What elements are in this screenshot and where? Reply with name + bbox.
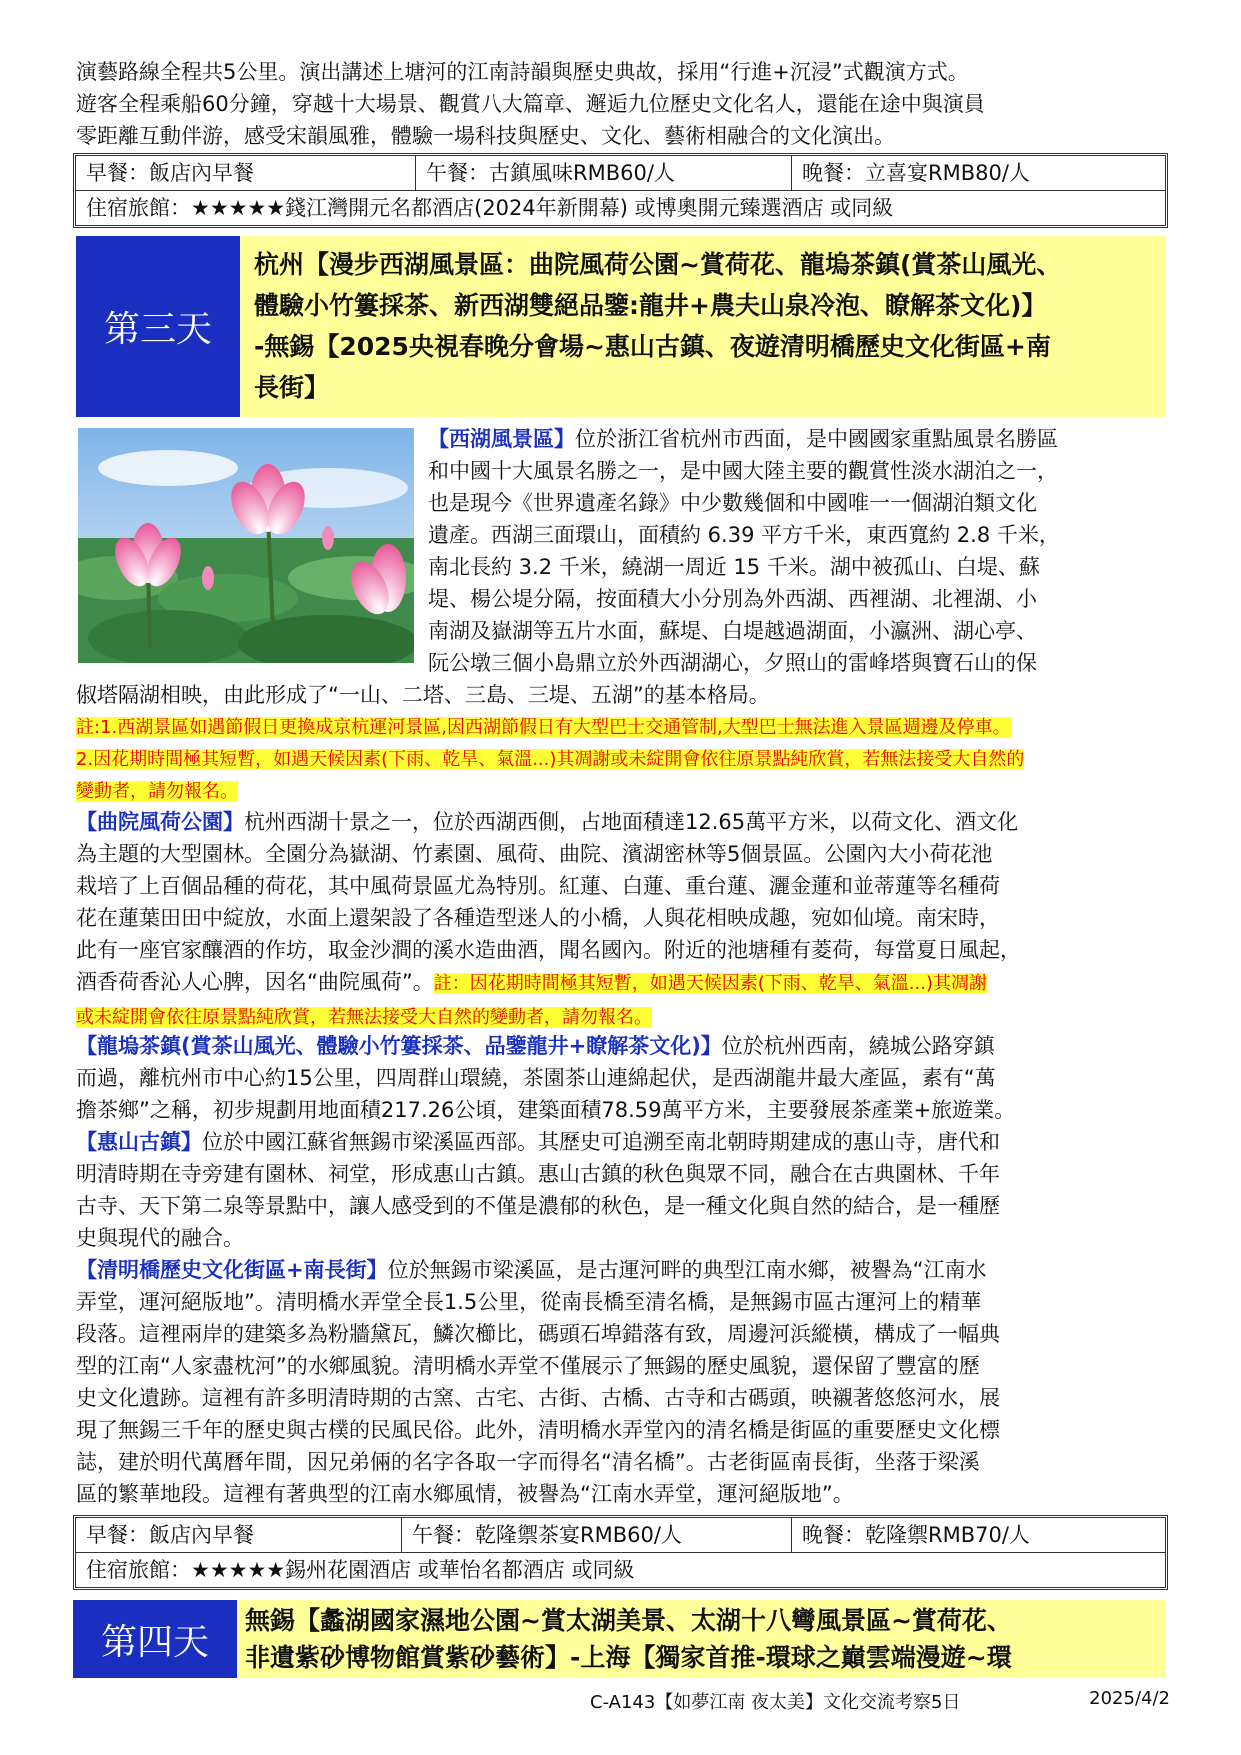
westlake-line: 南湖及嶽湖等五片水面，蘇堤、白堤越過湖面，小瀛洲、湖心亭、	[428, 619, 1037, 643]
westlake-note	[76, 711, 1166, 807]
day-label: 第四天	[100, 1621, 209, 1663]
qingming-line: 型的江南“人家盡枕河”的水鄉風貌。清明橋水弄堂不僅展示了無錫的歷史風貌，還保留了豐富的歷	[76, 1354, 980, 1378]
meals-row	[76, 1518, 1165, 1553]
intro-paragraph	[76, 56, 1166, 152]
qingming-tag: 【清明橋歷史文化街區+南長街】	[76, 1258, 388, 1282]
hotel-cell: 住宿旅館：★★★★★錢江灣開元名都酒店(2024年新開幕) 或博奧開元臻選酒店 或同級	[86, 196, 894, 220]
day-title-line: 杭州【漫步西湖風景區：曲院風荷公園~賞荷花、龍塢茶鎮(賞茶山風光、	[254, 250, 1062, 279]
note-line: 2.因花期時間極其短暫，如遇天候因素(下雨、乾旱、氣溫...)其凋謝或未綻開會依往原景點純欣賞，若無法接受大自然的	[76, 749, 1025, 770]
quyuan-note: 或未綻開會依往原景點純欣賞，若無法接受大自然的變動者，請勿報名。	[76, 1007, 652, 1028]
quyuan-line: 為主題的大型園林。全園分為嶽湖、竹素園、風荷、曲院、濱湖密林等5個景區。公園內大小荷花池	[76, 842, 993, 866]
intro-line: 遊客全程乘船60分鐘，穿越十大場景、觀賞八大篇章、邂逅九位歷史文化名人，還能在途中與演員	[76, 92, 985, 116]
westlake-line: 和中國十大風景名勝之一，是中國大陸主要的觀賞性淡水湖泊之一，	[428, 459, 1058, 483]
longwu-tag: 【龍塢茶鎮(賞茶山風光、體驗小竹簍採茶、品鑒龍井+瞭解茶文化)】	[76, 1034, 722, 1058]
westlake-line-1: 【西湖風景區】位於浙江省杭州市西面，是中國國家重點風景名勝區	[428, 427, 1058, 451]
page-footer	[590, 1688, 1170, 1714]
breakfast-cell: 早餐：飯店內早餐	[76, 1518, 402, 1552]
qingming-line: 誌，建於明代萬曆年間，因兄弟倆的名字各取一字而得名“清名橋”。古老街區南長街，坐落于梁溪	[76, 1450, 980, 1474]
westlake-line: 也是現今《世界遺產名錄》中少數幾個和中國唯一一個湖泊類文化	[428, 491, 1037, 515]
huishan-line: 史與現代的融合。	[76, 1226, 244, 1250]
westlake-line: 南北長約 3.2 千米，繞湖一周近 15 千米。湖中被孤山、白堤、蘇	[428, 555, 1040, 579]
huishan-line: 位於中國江蘇省無錫市梁溪區西部。其歷史可追溯至南北朝時期建成的惠山寺，唐代和	[202, 1130, 1000, 1154]
qingming-line: 區的繁華地段。這裡有著典型的江南水鄉風情，被譽為“江南水弄堂，運河絕版地”。	[76, 1482, 854, 1506]
lunch-cell: 午餐：乾隆禦茶宴RMB60/人	[402, 1518, 792, 1552]
day-title-block	[237, 1600, 1166, 1678]
dinner-cell: 晚餐：乾隆禦RMB70/人	[802, 1523, 1030, 1547]
qingming-line: 史文化遺跡。這裡有許多明清時期的古窯、古宅、古街、古橋、古寺和古碼頭，映襯著悠悠河水，展	[76, 1386, 1000, 1410]
westlake-line: 阮公墩三個小島鼎立於外西湖湖心，夕照山的雷峰塔與寶石山的保	[428, 651, 1037, 675]
day-title-block	[240, 236, 1166, 417]
huishan-line: 古寺、天下第二泉等景點中，讓人感受到的不僅是濃郁的秋色，是一種文化與自然的結合，是一種歷	[76, 1194, 1000, 1218]
footer-code: C-A143【如夢江南 夜太美】文化交流考察5日	[590, 1692, 961, 1713]
day-title-line: 長街】	[254, 373, 330, 402]
day-label: 第三天	[103, 309, 212, 350]
day-title-line: 非遺紫砂博物館賞紫砂藝術】-上海【獨家首推-環球之巔雲端漫遊~環	[245, 1643, 1012, 1672]
huishan-paragraph	[76, 1126, 1166, 1254]
huishan-tag: 【惠山古鎮】	[76, 1130, 202, 1154]
meals-row	[76, 156, 1165, 191]
quyuan-line: 杭州西湖十景之一，位於西湖西側，占地面積達12.65萬平方米，以荷文化、酒文化	[244, 810, 1019, 834]
longwu-paragraph	[76, 1030, 1166, 1126]
huishan-line: 明清時期在寺旁建有園林、祠堂，形成惠山古鎮。惠山古鎮的秋色與眾不同，融合在古典園林、千年	[76, 1162, 1000, 1186]
footer-date: 2025/4/2	[1089, 1688, 1170, 1709]
day-title-line: -無錫【2025央視春晚分會場~惠山古鎮、夜遊清明橋歷史文化街區+南	[254, 332, 1051, 361]
hotel-cell: 住宿旅館：★★★★★錫州花園酒店 或華怡名都酒店 或同級	[86, 1558, 635, 1582]
note-line: 變動者，請勿報名。	[76, 781, 238, 802]
day-label-box	[76, 236, 240, 417]
note-line: 註:1.西湖景區如遇節假日更換成京杭運河景區,因西湖節假日有大型巴士交通管制,大型巴士無法進入景區週邊及停車。	[76, 717, 1011, 738]
qingming-line: 現了無錫三千年的歷史與古樸的民風民俗。此外，清明橋水弄堂內的清名橋是街區的重要歷史文化標	[76, 1418, 1000, 1442]
meals-table-day2	[73, 153, 1168, 228]
westlake-tag: 【西湖風景區】	[428, 427, 575, 451]
longwu-line: 位於杭州西南，繞城公路穿鎮	[721, 1034, 995, 1058]
intro-line: 演藝路線全程共5公里。演出講述上塘河的江南詩韻與歷史典故，採用“行進+沉浸”式觀演方式。	[76, 60, 969, 84]
hotel-row	[76, 1553, 1165, 1587]
day-label-box	[73, 1600, 237, 1678]
westlake-line: 堤、楊公堤分隔，按面積大小分別為外西湖、西裡湖、北裡湖、小	[428, 587, 1037, 611]
quyuan-note: 註：因花期時間極其短暫，如遇天候因素(下雨、乾旱、氣溫...)其凋謝	[433, 973, 987, 994]
qingming-line: 位於無錫市梁溪區，是古運河畔的典型江南水鄉，被譽為“江南水	[387, 1258, 987, 1282]
qingming-paragraph	[76, 1254, 1166, 1510]
quyuan-tag: 【曲院風荷公園】	[76, 810, 244, 834]
westlake-paragraph	[428, 423, 1168, 679]
breakfast-cell: 早餐：飯店內早餐	[76, 156, 416, 190]
westlake-line-last: 俶塔隔湖相映，由此形成了“一山、二塔、三島、三堤、五湖”的基本格局。	[76, 683, 770, 707]
lotus-photo	[78, 428, 414, 663]
dinner-cell: 晚餐：立喜宴RMB80/人	[802, 161, 1030, 185]
qingming-line: 段落。這裡兩岸的建築多為粉牆黛瓦，鱗次櫛比，碼頭石埠錯落有致，周邊河浜縱橫，構成了一幅典	[76, 1322, 1000, 1346]
hotel-row	[76, 191, 1165, 225]
quyuan-line: 花在蓮葉田田中綻放，水面上還架設了各種造型迷人的小橋，人與花相映成趣，宛如仙境。南宋時，	[76, 906, 1000, 930]
quyuan-line: 此有一座官家釀酒的作坊，取金沙澗的溪水造曲酒，聞名國內。附近的池塘種有菱荷，每當夏日風起，	[76, 938, 1021, 962]
day-title-line: 無錫【蠡湖國家濕地公園~賞太湖美景、太湖十八彎風景區~賞荷花、	[245, 1606, 1012, 1635]
quyuan-line: 栽培了上百個品種的荷花，其中風荷景區尤為特別。紅蓮、白蓮、重台蓮、灑金蓮和並蒂蓮等名種荷	[76, 874, 1000, 898]
lunch-cell: 午餐：古鎮風味RMB60/人	[416, 156, 792, 190]
quyuan-paragraph	[76, 806, 1166, 1034]
quyuan-line: 酒香荷香沁人心脾，因名“曲院風荷”。	[76, 970, 434, 994]
intro-line: 零距離互動伴游，感受宋韻風雅，體驗一場科技與歷史、文化、藝術相融合的文化演出。	[76, 124, 895, 148]
qingming-line: 弄堂，運河絕版地”。清明橋水弄堂全長1.5公里，從南長橋至清名橋，是無錫市區古運河上的精華	[76, 1290, 982, 1314]
westlake-line: 遺產。西湖三面環山，面積約 6.39 平方千米，東西寬約 2.8 千米，	[428, 523, 1060, 547]
meals-table-day3	[73, 1515, 1168, 1590]
longwu-line: 而過，離杭州市中心約15公里，四周群山環繞，茶園茶山連綿起伏，是西湖龍井最大產區，素有“萬	[76, 1066, 996, 1090]
day-title-line: 體驗小竹簍採茶、新西湖雙絕品鑒:龍井+農夫山泉冷泡、瞭解茶文化)】	[254, 291, 1047, 320]
longwu-line: 擔茶鄉”之稱，初步規劃用地面積217.26公頃，建築面積78.59萬平方米，主要發展茶產業+旅遊業。	[76, 1098, 1016, 1122]
